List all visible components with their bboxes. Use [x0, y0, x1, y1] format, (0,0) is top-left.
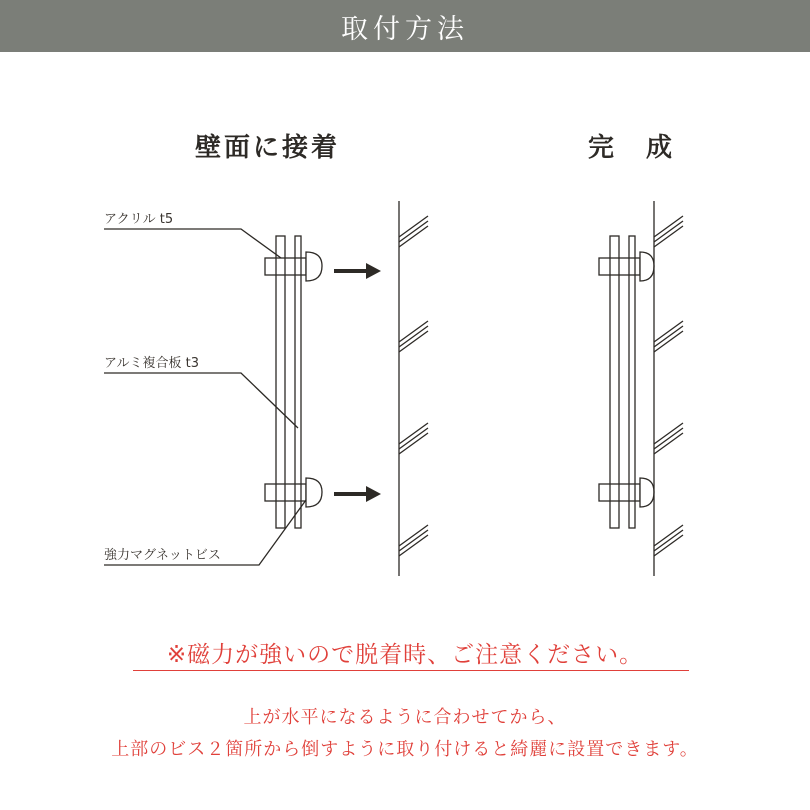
leader-line-aluminum	[104, 373, 298, 428]
left-assembly	[104, 229, 322, 565]
magnet-screw-icon	[265, 478, 322, 507]
instruction-line-2: 上部のビス２箇所から倒すように取り付けると綺麗に設置できます。	[111, 739, 699, 760]
warning-underline	[133, 670, 689, 671]
page-title: 取付方法	[341, 13, 469, 45]
leader-line-acrylic	[104, 229, 281, 258]
callout-aluminum: アルミ複合板 t3	[104, 356, 199, 371]
wall-hatch-icon	[399, 201, 428, 576]
magnet-screw-icon	[265, 252, 322, 281]
instruction-line-1: 上が水平になるように合わせてから、	[243, 707, 567, 728]
arrow-right-icon	[334, 486, 381, 502]
magnet-screw-icon	[599, 478, 654, 507]
arrow-right-icon	[334, 263, 381, 279]
warning-text: ※磁力が強いので脱着時、ご注意ください。	[166, 642, 644, 668]
callout-magnet-screw: 強力マグネットビス	[104, 548, 221, 563]
callout-acrylic: アクリル t5	[104, 212, 174, 227]
right-assembly	[599, 236, 654, 528]
panel-title-complete: 完 成	[588, 133, 676, 163]
panel-title-attach: 壁面に接着	[195, 133, 341, 163]
wall-hatch-icon	[654, 201, 683, 576]
magnet-screw-icon	[599, 252, 654, 281]
